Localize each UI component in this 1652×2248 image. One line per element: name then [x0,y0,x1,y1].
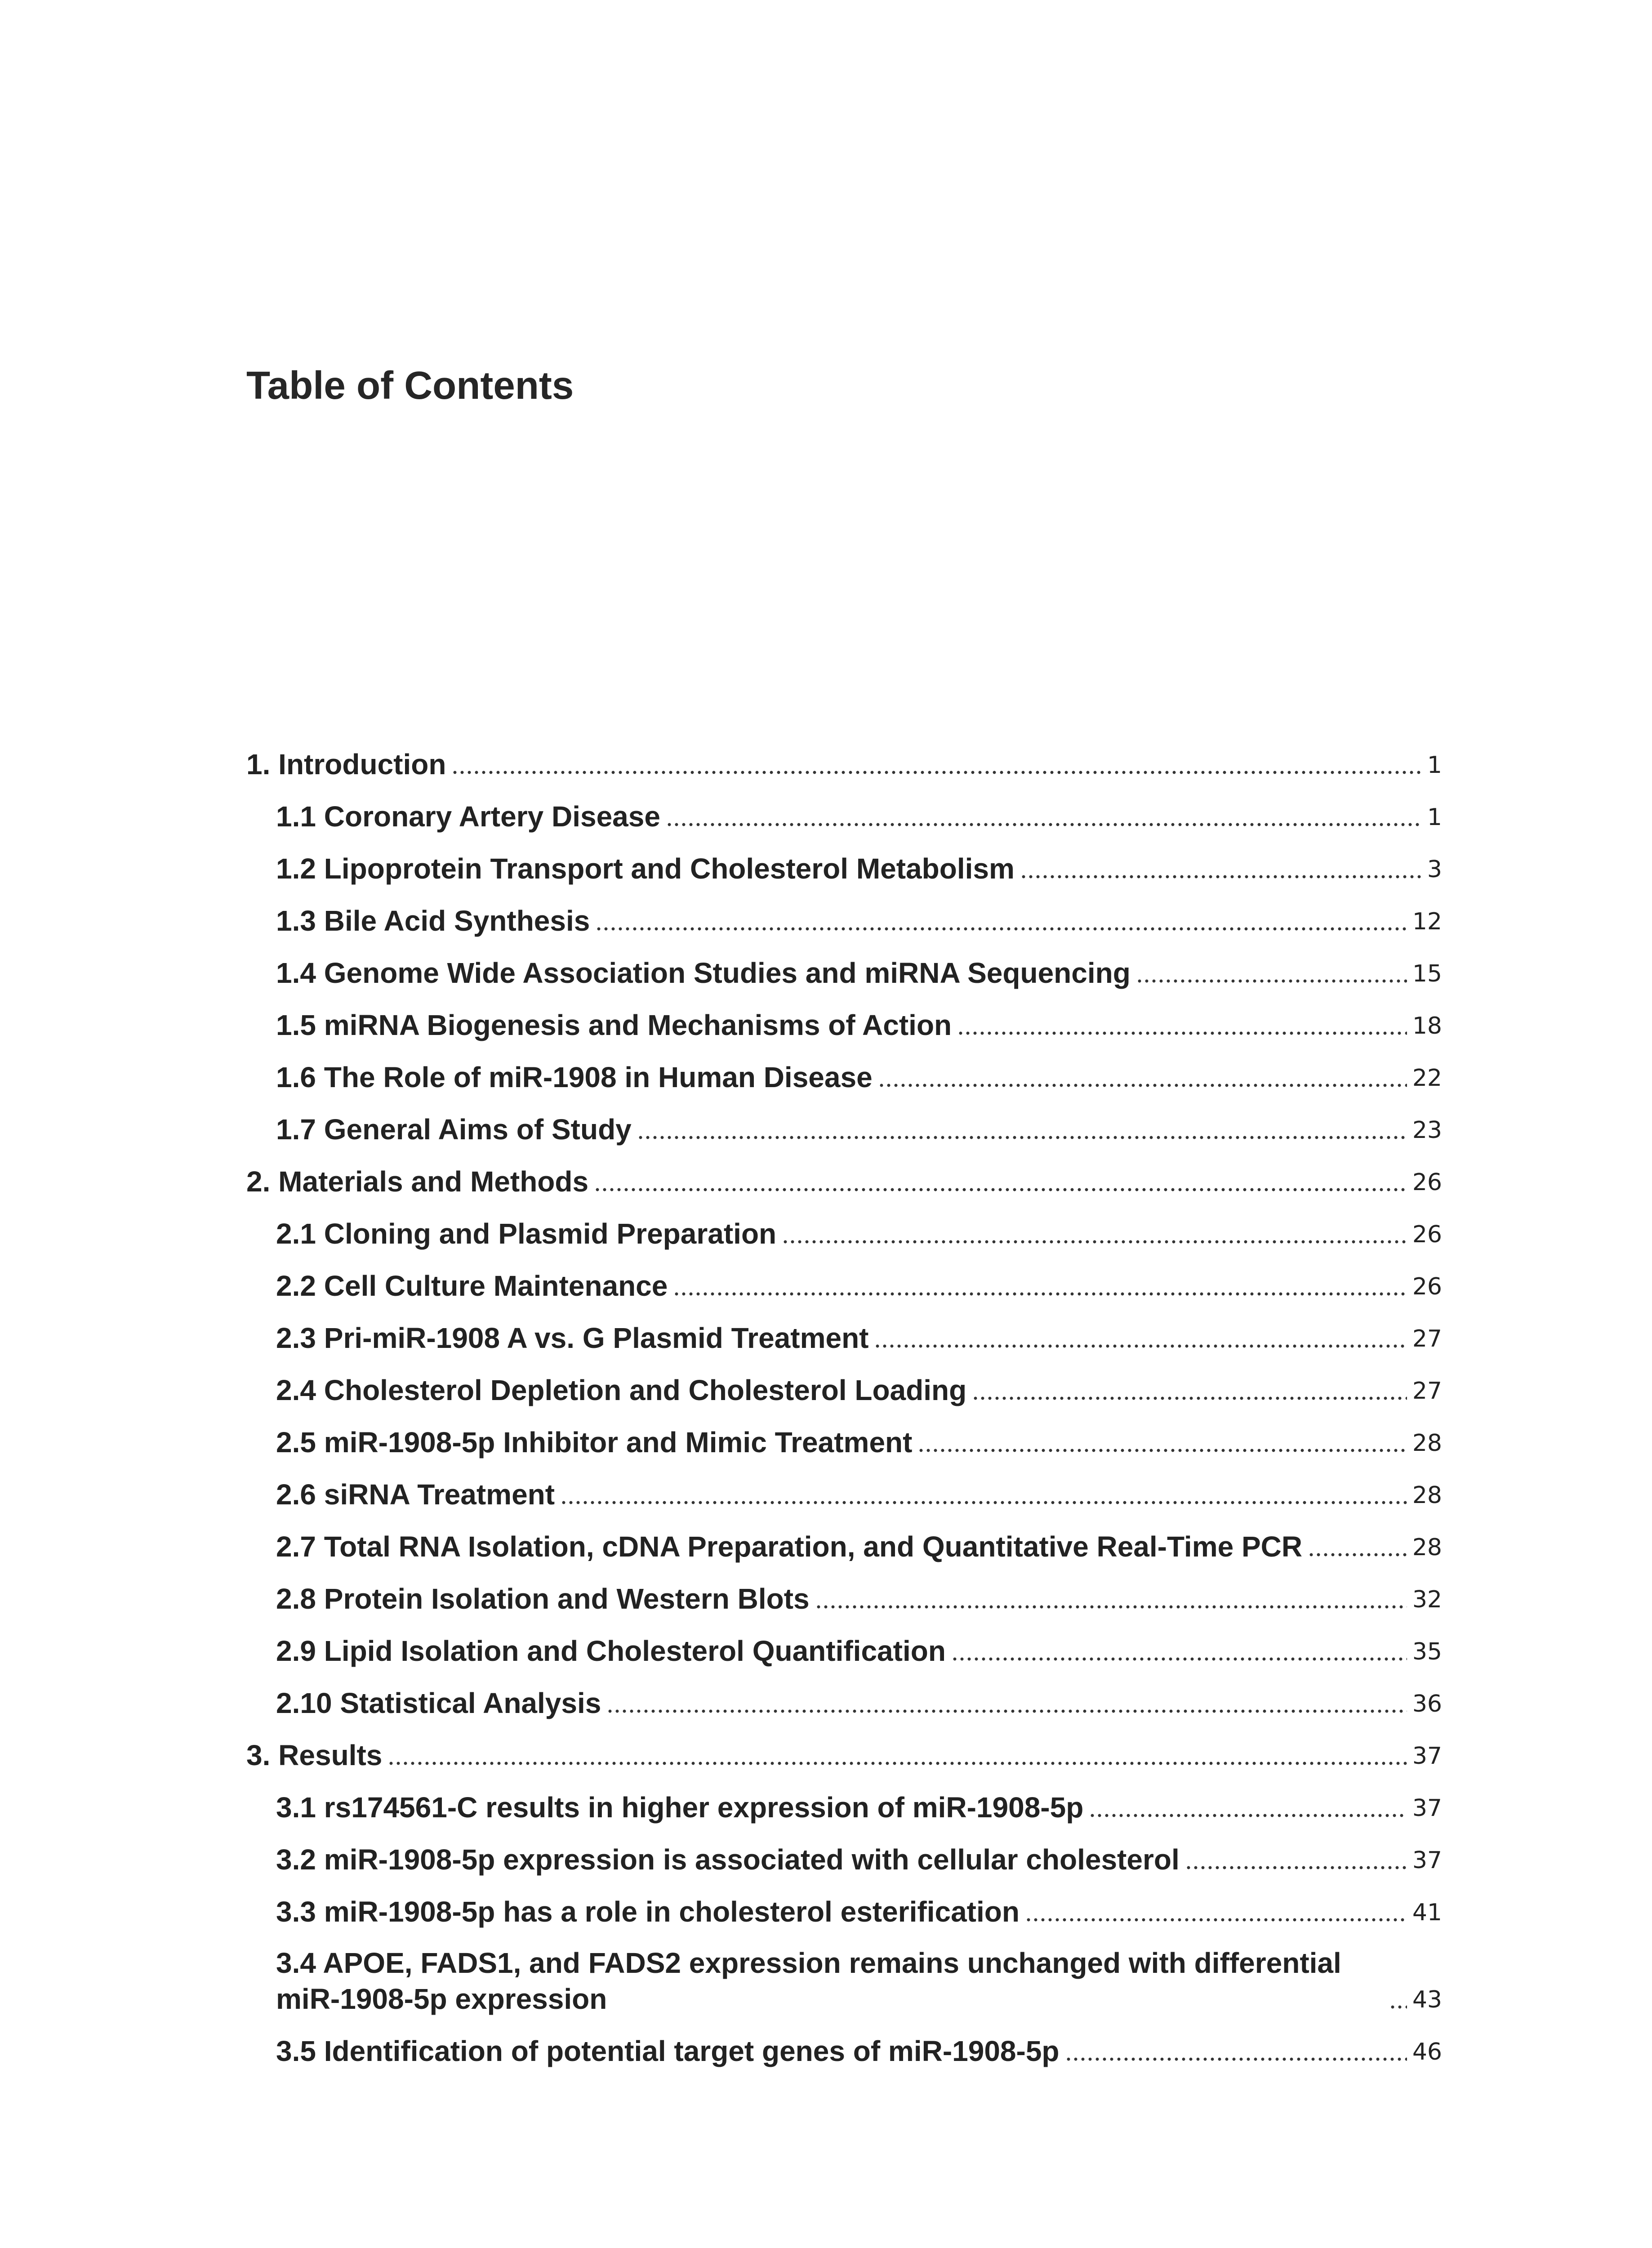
toc-entry[interactable] [246,1463,1442,1515]
toc-entry-label: 3.4 APOE, FADS1, and FADS2 expression remains unchanged with differential miR-1908-5p expression [276,1947,1341,2015]
toc-entry-label: 2.8 Protein Isolation and Western Blots [276,1583,810,1615]
toc-entry-page-number: 27 [1412,1325,1442,1352]
dot-leader [957,1029,1407,1038]
toc-entry-label: 2.5 miR-1908-5p Inhibitor and Mimic Treatment [276,1426,913,1459]
toc-entry-label: 2.9 Lipid Isolation and Cholesterol Quantification [276,1635,946,1667]
dot-leader [637,1133,1407,1142]
toc-entry-page-number: 1 [1427,752,1442,779]
toc-entry[interactable] [246,1672,1442,1724]
toc-entry-label: 3.3 miR-1908-5p has a role in cholesterol esterification [276,1896,1020,1928]
dot-leader [1185,1863,1407,1872]
toc-entry-label: 1.2 Lipoprotein Transport and Cholesterol Metabolism [276,852,1015,885]
toc-entry[interactable] [246,889,1442,941]
dot-leader [815,1602,1407,1611]
toc-entry-label: 1.4 Genome Wide Association Studies and miRNA Sequencing [276,957,1131,989]
dot-leader [972,1394,1407,1403]
toc-entry[interactable] [246,733,1442,785]
toc-entry[interactable] [246,837,1442,889]
toc-entry-label: 1.7 General Aims of Study [276,1113,632,1146]
dot-leader [594,1185,1407,1194]
toc-entry-page-number: 15 [1412,960,1442,987]
toc-entry[interactable] [246,1619,1442,1672]
dot-leader [1389,2003,1407,2012]
dot-leader [1308,1550,1407,1559]
toc-entry-page-number: 23 [1412,1117,1442,1144]
dot-leader [1025,1915,1407,1924]
toc-entry-label: 3.1 rs174561-C results in higher expression of miR-1908-5p [276,1791,1084,1824]
dot-leader [917,1446,1407,1455]
toc-entry-label: 2.1 Cloning and Plasmid Preparation [276,1218,777,1250]
toc-entry[interactable] [246,1724,1442,1776]
toc-entry-page-number: 26 [1412,1221,1442,1248]
toc-entry[interactable] [246,1880,1442,1932]
toc-entry-page-number: 41 [1412,1899,1442,1926]
toc-entry-page-number: 37 [1412,1743,1442,1770]
toc-entry[interactable] [246,1411,1442,1463]
dot-leader [1089,1811,1407,1820]
toc-entry-page-number: 35 [1412,1638,1442,1665]
dot-leader [560,1498,1407,1507]
toc-entry-label: 2.6 siRNA Treatment [276,1478,555,1511]
toc-entry[interactable] [246,1515,1442,1567]
toc-entry-label: 2.4 Cholesterol Depletion and Cholesterol Loading [276,1374,967,1406]
dot-leader [666,820,1422,829]
toc-entry-page-number: 12 [1412,908,1442,935]
dot-leader [595,924,1407,933]
toc-entry[interactable] [246,785,1442,837]
toc-entry[interactable] [246,2020,1442,2072]
dot-leader [782,1237,1407,1246]
toc-entry[interactable] [246,1359,1442,1411]
toc-entry-label: 2. Materials and Methods [246,1165,589,1198]
toc-entry-page-number: 43 [1412,1986,1442,2013]
toc-entry-label: 1.6 The Role of miR-1908 in Human Disease [276,1061,873,1093]
toc-entry[interactable] [246,1776,1442,1828]
dot-leader [951,1655,1407,1664]
toc-entry-page-number: 3 [1427,856,1442,883]
toc-entry[interactable] [246,1932,1442,2020]
toc-entry-page-number: 1 [1427,804,1442,831]
toc-entry-label: 3.2 miR-1908-5p expression is associated with cellular cholesterol [276,1843,1180,1876]
toc-entry-page-number: 36 [1412,1690,1442,1717]
toc-entry[interactable] [246,1202,1442,1254]
toc-entry-label: 1. Introduction [246,748,446,781]
toc-entry[interactable] [246,1150,1442,1202]
toc-entry-page-number: 27 [1412,1378,1442,1405]
toc-entry-label: 3. Results [246,1739,383,1771]
toc-entry[interactable] [246,941,1442,994]
toc-entry-page-number: 46 [1412,2038,1442,2065]
toc-entry-label: 1.3 Bile Acid Synthesis [276,905,590,937]
toc-entry-label: 3.5 Identification of potential target genes of miR-1908-5p [276,2035,1060,2067]
toc-entry[interactable] [246,1567,1442,1619]
toc-entry[interactable] [246,1254,1442,1307]
page-title: Table of Contents [246,364,574,407]
toc-entry[interactable] [246,1307,1442,1359]
dot-leader [878,1081,1407,1090]
dot-leader [1136,977,1407,986]
dot-leader [606,1707,1407,1716]
toc-entry-page-number: 28 [1412,1430,1442,1457]
toc-entry[interactable] [246,1046,1442,1098]
dot-leader [874,1342,1407,1351]
toc-entry[interactable] [246,1098,1442,1150]
toc-entry-page-number: 37 [1412,1847,1442,1874]
toc-entry-label: 1.1 Coronary Artery Disease [276,800,660,833]
toc-entry-label: 2.10 Statistical Analysis [276,1687,601,1719]
toc-entry-page-number: 28 [1412,1482,1442,1509]
toc-entry-label: 2.3 Pri-miR-1908 A vs. G Plasmid Treatment [276,1322,869,1354]
dot-leader [673,1289,1407,1298]
dot-leader [1065,2055,1407,2064]
toc-entry-page-number: 18 [1412,1012,1442,1039]
dot-leader [1020,872,1422,881]
toc-entry-page-number: 26 [1412,1169,1442,1196]
toc-entry-page-number: 37 [1412,1795,1442,1822]
toc-entry-label: 1.5 miRNA Biogenesis and Mechanisms of Action [276,1009,952,1041]
toc-entry-page-number: 32 [1412,1586,1442,1613]
toc-entry-page-number: 26 [1412,1273,1442,1300]
toc-entry[interactable] [246,994,1442,1046]
toc-list [246,733,1442,2072]
dot-leader [387,1759,1407,1768]
toc-entry-label: 2.2 Cell Culture Maintenance [276,1270,668,1302]
toc-entry-label: 2.7 Total RNA Isolation, cDNA Preparation, and Quantitative Real-Time PCR [276,1530,1303,1563]
toc-entry[interactable] [246,1828,1442,1880]
toc-entry-page-number: 28 [1412,1534,1442,1561]
dot-leader [451,768,1422,777]
toc-entry-page-number: 22 [1412,1065,1442,1092]
